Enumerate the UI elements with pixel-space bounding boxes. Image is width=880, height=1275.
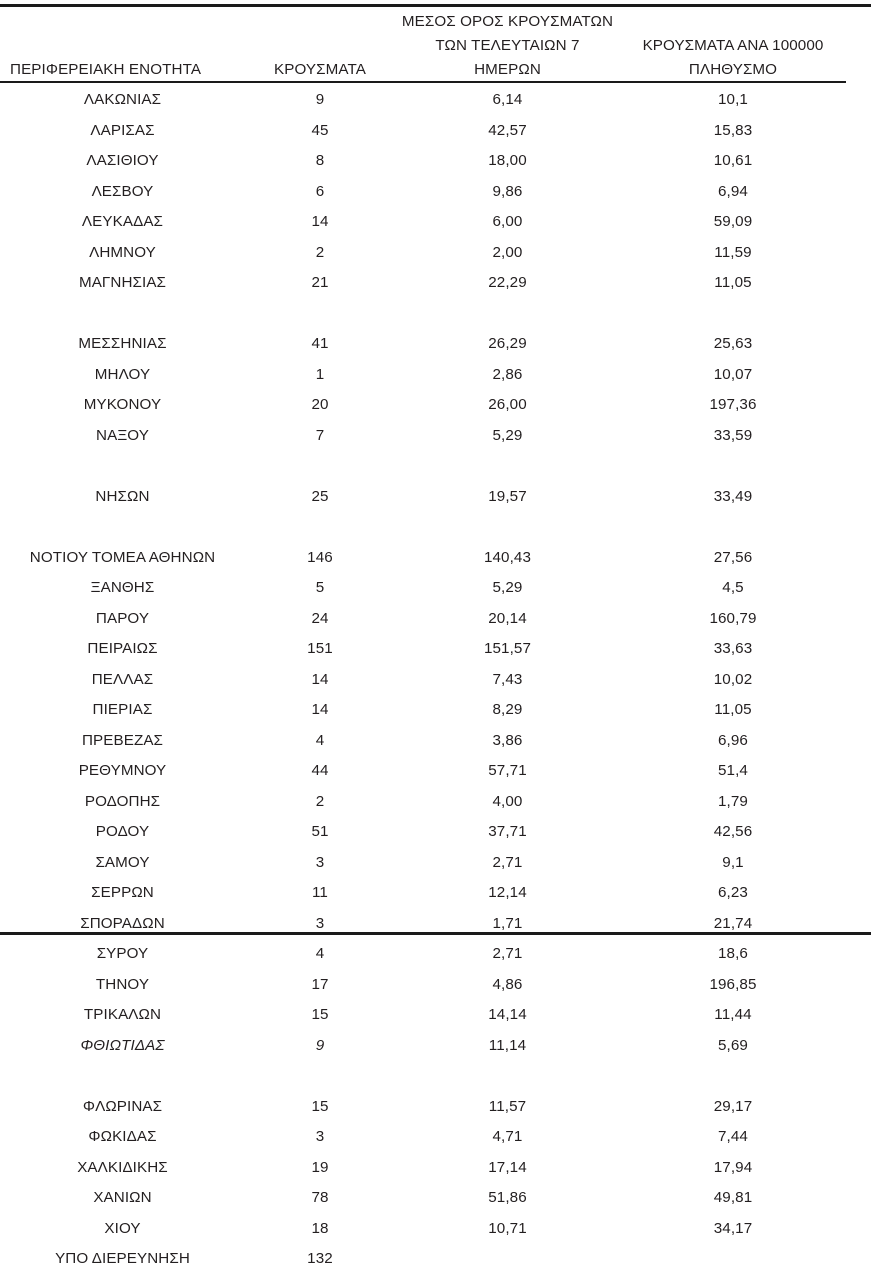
cell-cases: 44	[311, 762, 329, 780]
cell-region: ΡΟΔΟΠΗΣ	[84, 792, 161, 810]
cell-region: ΛΑΣΙΘΙΟΥ	[86, 152, 159, 170]
spacer-cell	[620, 299, 846, 330]
cell-avg7: 22,29	[488, 274, 527, 292]
table-row	[0, 939, 846, 970]
cell-avg7: 26,29	[488, 335, 527, 353]
cell-region: ΧΑΝΙΩΝ	[93, 1189, 152, 1207]
cell-per100k: 27,56	[713, 548, 753, 566]
table-row	[0, 1122, 846, 1153]
cell-cases: 9	[315, 1036, 325, 1054]
cell-per100k: 4,5	[722, 579, 744, 597]
table-spacer-row	[0, 1061, 846, 1092]
table-row	[0, 1244, 846, 1275]
cell-region: ΠΑΡΟΥ	[95, 609, 150, 627]
cell-avg7: 2,00	[492, 243, 523, 261]
cell-cases: 151	[307, 640, 333, 658]
cell-per100k: 6,96	[718, 731, 748, 749]
table-row	[0, 787, 846, 818]
table-row	[0, 970, 846, 1001]
cell-cases: 146	[307, 548, 333, 566]
cell-cases: 14	[311, 701, 329, 719]
cell-cases: 1	[315, 365, 325, 383]
cell-region: ΧΑΛΚΙΔΙΚΗΣ	[77, 1158, 168, 1176]
spacer-cell	[245, 299, 395, 330]
table-spacer-row	[0, 299, 846, 330]
spacer-cell	[0, 451, 245, 482]
cell-region: ΣΥΡΟΥ	[96, 945, 149, 963]
cell-region: ΛΑΡΙΣΑΣ	[90, 121, 155, 139]
cell-cases: 8	[315, 152, 325, 170]
table-spacer-row	[0, 451, 846, 482]
table-header	[0, 10, 846, 85]
cell-cases: 20	[311, 396, 329, 414]
cell-region: ΠΕΙΡΑΙΩΣ	[87, 640, 158, 658]
cell-per100k: 29,17	[713, 1097, 753, 1115]
cell-region: ΜΗΛΟΥ	[94, 365, 151, 383]
cell-avg7: 7,43	[492, 670, 523, 688]
column-header-per100k-line2: ΠΛΗΘΥΣΜΟ	[688, 61, 778, 78]
cell-cases: 19	[311, 1158, 329, 1176]
cell-region: ΧΙΟΥ	[104, 1219, 141, 1237]
column-header-cases	[245, 10, 395, 85]
cell-per100k: 42,56	[713, 823, 753, 841]
cell-region: ΜΑΓΝΗΣΙΑΣ	[78, 274, 167, 292]
table-row	[0, 634, 846, 665]
cell-per100k: 25,63	[713, 335, 753, 353]
cell-region: ΣΑΜΟΥ	[95, 853, 150, 871]
cell-cases: 45	[311, 121, 329, 139]
cell-cases: 17	[311, 975, 329, 993]
table-row	[0, 726, 846, 757]
cell-cases: 3	[315, 853, 325, 871]
cell-cases: 2	[315, 792, 325, 810]
cell-avg7: 5,29	[492, 579, 523, 597]
cell-region: ΛΕΣΒΟΥ	[91, 182, 154, 200]
cell-avg7: 4,86	[492, 975, 523, 993]
cell-avg7: 51,86	[488, 1189, 527, 1207]
table-row	[0, 146, 846, 177]
cell-cases: 3	[315, 1128, 325, 1146]
table-row	[0, 482, 846, 513]
cell-per100k: 1,79	[718, 792, 748, 810]
cell-avg7: 8,29	[492, 701, 523, 719]
column-header-avg7-line1: ΜΕΣΟΣ ΟΡΟΣ ΚΡΟΥΣΜΑΤΩΝ	[401, 13, 614, 30]
cell-avg7: 9,86	[492, 182, 523, 200]
cell-avg7: 5,29	[492, 426, 523, 444]
cell-cases: 25	[311, 487, 329, 505]
cell-per100k: 11,44	[714, 1006, 752, 1024]
spacer-cell	[245, 512, 395, 543]
spacer-cell	[620, 1061, 846, 1092]
spacer-cell	[395, 1061, 620, 1092]
cell-cases: 9	[315, 91, 325, 109]
cell-region: ΡΟΔΟΥ	[95, 823, 150, 841]
cell-avg7: 57,71	[488, 762, 527, 780]
cell-region: ΜΥΚΟΝΟΥ	[83, 396, 162, 414]
cell-region: ΡΕΘΥΜΝΟΥ	[78, 762, 167, 780]
table-row	[0, 85, 846, 116]
table-body	[0, 85, 846, 1275]
cell-region: ΜΕΣΣΗΝΙΑΣ	[78, 335, 167, 353]
table-row	[0, 238, 846, 269]
cell-region: ΦΘΙΩΤΙΔΑΣ	[80, 1036, 165, 1054]
column-header-avg7-line2: ΤΩΝ ΤΕΛΕΥΤΑΙΩΝ 7	[435, 37, 580, 54]
cell-region: ΥΠΟ ΔΙΕΡΕΥΝΗΣΗ	[55, 1250, 190, 1268]
cell-per100k: 196,85	[709, 975, 757, 993]
cell-avg7: 6,14	[492, 91, 523, 109]
cell-region: ΦΩΚΙΔΑΣ	[88, 1128, 157, 1146]
spacer-cell	[245, 451, 395, 482]
cell-avg7: 19,57	[488, 487, 527, 505]
cell-per100k: 6,23	[718, 884, 748, 902]
cell-per100k: 59,09	[713, 213, 753, 231]
table-row	[0, 878, 846, 909]
cell-cases: 14	[311, 670, 329, 688]
cell-cases: 2	[315, 243, 325, 261]
cell-per100k: 160,79	[709, 609, 757, 627]
cell-cases: 11	[312, 884, 328, 902]
cell-avg7: 18,00	[488, 152, 527, 170]
cell-per100k: 33,63	[713, 640, 753, 658]
cell-avg7: 3,86	[492, 731, 523, 749]
cell-per100k: 33,49	[713, 487, 753, 505]
table-row	[0, 1031, 846, 1062]
spacer-cell	[395, 299, 620, 330]
cell-per100k: 11,05	[714, 274, 752, 292]
cell-avg7: 2,86	[492, 365, 523, 383]
table-row	[0, 177, 846, 208]
cell-per100k: 17,94	[713, 1158, 753, 1176]
cell-cases: 14	[311, 213, 329, 231]
spacer-cell	[395, 512, 620, 543]
table-row	[0, 329, 846, 360]
cell-avg7: 26,00	[488, 396, 527, 414]
cell-region: ΣΕΡΡΩΝ	[91, 884, 154, 902]
cell-per100k: 18,6	[718, 945, 748, 963]
cell-per100k: 10,61	[713, 152, 753, 170]
cell-avg7: 20,14	[488, 609, 527, 627]
cell-region: ΝΟΤΙΟΥ ΤΟΜΕΑ ΑΘΗΝΩΝ	[29, 548, 216, 566]
cell-per100k: 34,17	[713, 1219, 753, 1237]
cell-region: ΤΡΙΚΑΛΩΝ	[83, 1006, 162, 1024]
table-row	[0, 695, 846, 726]
cell-cases: 5	[315, 579, 325, 597]
cell-cases: 132	[307, 1250, 333, 1268]
cell-region: ΛΑΚΩΝΙΑΣ	[83, 91, 162, 109]
cell-cases: 51	[311, 823, 329, 841]
cell-cases: 18	[311, 1219, 329, 1237]
cell-cases: 7	[315, 426, 325, 444]
cell-cases: 78	[311, 1189, 329, 1207]
cell-avg7: 4,00	[492, 792, 523, 810]
cell-per100k	[620, 1244, 846, 1275]
cell-per100k: 5,69	[718, 1036, 748, 1054]
cell-cases: 3	[315, 914, 325, 932]
spacer-cell	[395, 451, 620, 482]
cell-per100k: 15,83	[713, 121, 753, 139]
cell-region: ΠΕΛΛΑΣ	[91, 670, 154, 688]
cases-by-region-table	[0, 10, 846, 1275]
table-row	[0, 543, 846, 574]
cell-per100k: 197,36	[709, 396, 757, 414]
table-row	[0, 604, 846, 635]
cell-avg7: 1,71	[492, 914, 523, 932]
cell-per100k: 11,05	[714, 701, 752, 719]
table-row	[0, 756, 846, 787]
cell-avg7	[395, 1244, 620, 1275]
cell-avg7: 12,14	[488, 884, 527, 902]
table-row	[0, 1092, 846, 1123]
cell-region: ΛΗΜΝΟΥ	[89, 243, 156, 261]
table-row	[0, 817, 846, 848]
cell-region: ΝΗΣΩΝ	[95, 487, 150, 505]
spacer-cell	[0, 1061, 245, 1092]
table-row	[0, 360, 846, 391]
cell-cases: 6	[315, 182, 325, 200]
cell-avg7: 37,71	[488, 823, 527, 841]
cell-region: ΞΑΝΘΗΣ	[90, 579, 155, 597]
cell-per100k: 51,4	[718, 762, 748, 780]
table-row	[0, 848, 846, 879]
table-row	[0, 1153, 846, 1184]
table-row	[0, 573, 846, 604]
cell-region: ΠΙΕΡΙΑΣ	[92, 701, 153, 719]
column-header-avg7	[395, 10, 620, 85]
spacer-cell	[0, 512, 245, 543]
cell-cases: 24	[311, 609, 329, 627]
cell-region: ΣΠΟΡΑΔΩΝ	[80, 914, 165, 932]
table-row	[0, 665, 846, 696]
column-header-region	[0, 10, 245, 85]
column-header-region-label: ΠΕΡΙΦΕΡΕΙΑΚΗ ΕΝΟΤΗΤΑ	[10, 61, 202, 78]
cell-per100k: 21,74	[713, 914, 753, 932]
cell-region: ΝΑΞΟΥ	[96, 426, 149, 444]
table-row	[0, 1183, 846, 1214]
cell-avg7: 140,43	[483, 548, 532, 566]
cell-avg7: 11,14	[488, 1036, 527, 1054]
cell-region: ΤΗΝΟΥ	[95, 975, 150, 993]
cell-avg7: 2,71	[492, 853, 523, 871]
cell-per100k: 33,59	[713, 426, 753, 444]
cell-per100k: 9,1	[722, 853, 744, 871]
cell-cases: 21	[311, 274, 329, 292]
table-row	[0, 421, 846, 452]
table-row	[0, 207, 846, 238]
column-header-per100k	[620, 10, 846, 85]
cell-per100k: 10,07	[713, 365, 753, 383]
cell-per100k: 10,02	[713, 670, 753, 688]
spacer-cell	[620, 512, 846, 543]
cell-avg7: 10,71	[488, 1219, 527, 1237]
cell-cases: 15	[311, 1097, 329, 1115]
table-row	[0, 909, 846, 940]
cell-region: ΠΡΕΒΕΖΑΣ	[81, 731, 164, 749]
cell-per100k: 49,81	[713, 1189, 753, 1207]
cell-avg7: 151,57	[483, 640, 532, 658]
cell-per100k: 10,1	[718, 91, 748, 109]
table-row	[0, 116, 846, 147]
cell-region: ΦΛΩΡΙΝΑΣ	[82, 1097, 163, 1115]
table-top-rule	[0, 4, 871, 7]
table-spacer-row	[0, 512, 846, 543]
column-header-cases-label: ΚΡΟΥΣΜΑΤΑ	[274, 61, 366, 78]
cell-cases: 4	[315, 945, 325, 963]
cell-per100k: 7,44	[718, 1128, 748, 1146]
cell-region: ΛΕΥΚΑΔΑΣ	[81, 213, 164, 231]
cell-per100k: 11,59	[714, 243, 752, 261]
spacer-cell	[245, 1061, 395, 1092]
cell-avg7: 6,00	[492, 213, 523, 231]
table-row	[0, 268, 846, 299]
cell-avg7: 4,71	[492, 1128, 523, 1146]
table-row	[0, 1000, 846, 1031]
cell-cases: 4	[315, 731, 325, 749]
cell-cases: 41	[311, 335, 329, 353]
column-header-avg7-line3: ΗΜΕΡΩΝ	[474, 61, 541, 78]
table-header-row	[0, 10, 846, 85]
cell-avg7: 2,71	[492, 945, 523, 963]
cell-avg7: 11,57	[488, 1097, 527, 1115]
spacer-cell	[620, 451, 846, 482]
column-header-per100k-line1: ΚΡΟΥΣΜΑΤΑ ΑΝΑ 100000	[642, 37, 824, 54]
table-row	[0, 1214, 846, 1245]
cell-avg7: 14,14	[488, 1006, 527, 1024]
cell-per100k: 6,94	[718, 182, 748, 200]
cell-avg7: 17,14	[488, 1158, 527, 1176]
cell-cases: 15	[311, 1006, 329, 1024]
cell-avg7: 42,57	[488, 121, 527, 139]
table-row	[0, 390, 846, 421]
spacer-cell	[0, 299, 245, 330]
